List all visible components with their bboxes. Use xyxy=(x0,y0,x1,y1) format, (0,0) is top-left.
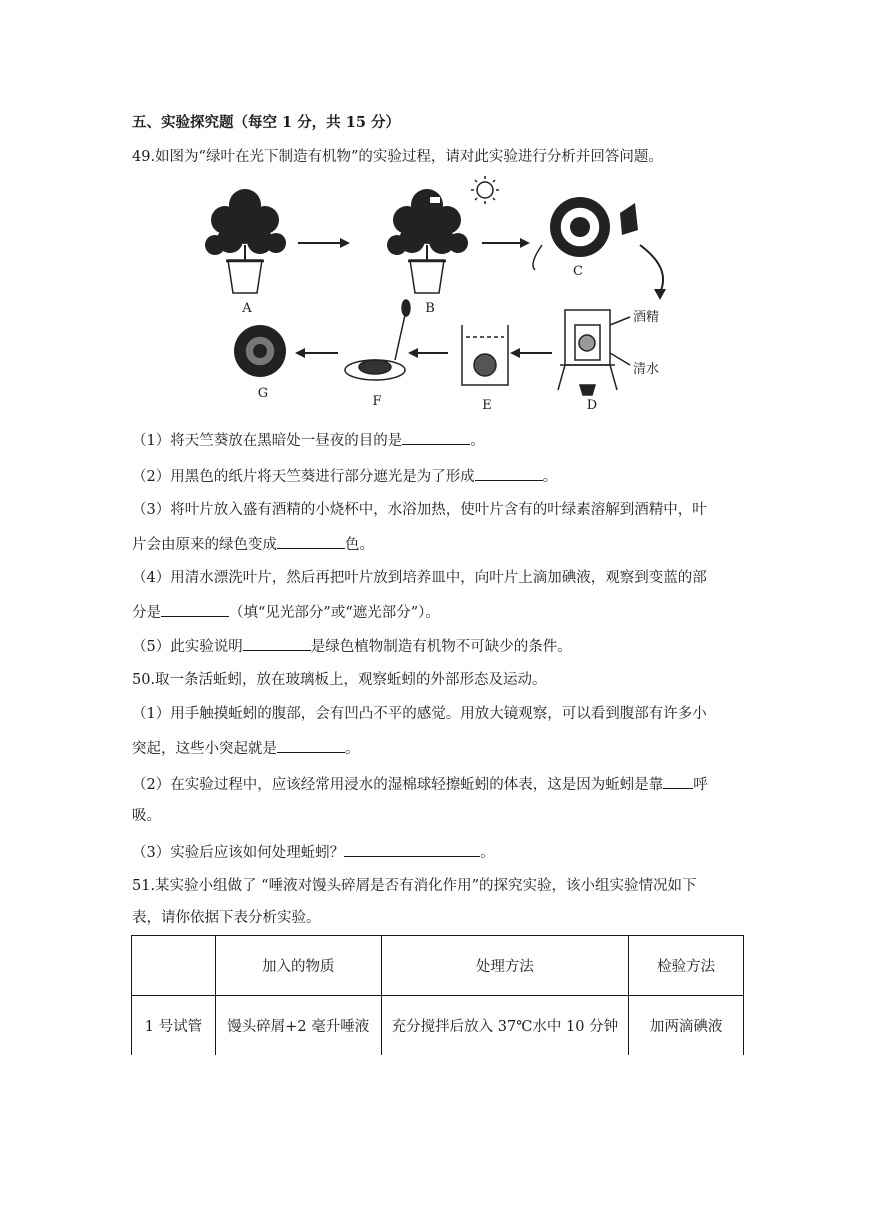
q49-sub3-line1: （3）将叶片放入盛有酒精的小烧杯中，水浴加热，使叶片含有的叶绿素溶解到酒精中，叶 xyxy=(132,502,707,518)
q50-sub1-blank[interactable] xyxy=(277,738,345,753)
q49-sub2-blank[interactable] xyxy=(475,466,543,481)
label-d: D xyxy=(586,398,598,413)
plant-a-illustration xyxy=(205,189,286,293)
arrow-d-e xyxy=(510,348,552,358)
table-header-cell: 加入的物质 xyxy=(215,936,381,996)
q50-stem: 50.取一条活蚯蚓，放在玻璃板上，观察蚯蚓的外部形态及运动。 xyxy=(132,672,547,688)
q50-sub3-blank[interactable] xyxy=(344,842,480,857)
arrow-c-d xyxy=(640,245,666,300)
leaf-g-illustration xyxy=(234,325,286,377)
q50-sub3-end: 。 xyxy=(480,845,495,861)
q51-stem-line1: 51.某实验小组做了 “唾液对馒头碎屑是否有消化作用”的探究实验，该小组实验情况如下 xyxy=(132,878,697,894)
arrow-e-f xyxy=(408,348,448,358)
sun-icon xyxy=(471,176,499,204)
experiment-table xyxy=(131,935,744,1055)
label-a: A xyxy=(242,301,252,316)
q50-sub2-line1 xyxy=(132,774,708,795)
experiment-figure xyxy=(190,175,690,415)
arrow-a-b xyxy=(298,238,350,248)
table-cell: 充分搅拌后放入 37℃水中 10 分钟 xyxy=(381,996,629,1056)
q49-stem: 49.如图为“绿叶在光下制造有机物”的实验过程，请对此实验进行分析并回答问题。 xyxy=(132,149,663,165)
q50-sub2-end: 呼 xyxy=(693,777,708,793)
q49-sub5-text: （5）此实验说明 xyxy=(132,639,243,655)
arrow-b-c xyxy=(482,238,530,248)
q49-sub4-text: 分是 xyxy=(132,605,161,621)
table-cell: 1 号试管 xyxy=(132,996,216,1056)
label-water: 清水 xyxy=(633,362,660,377)
q50-sub1-line2 xyxy=(132,738,360,759)
q50-sub2-blank[interactable] xyxy=(663,774,693,789)
section-title: 五、实验探究题（每空 1 分，共 15 分） xyxy=(132,114,400,131)
q50-sub2-line2: 吸。 xyxy=(132,808,161,824)
q49-sub4-line2 xyxy=(132,602,440,623)
table-cell: 加两滴碘液 xyxy=(629,996,744,1056)
petri-dish-f-illustration xyxy=(345,300,410,380)
arrow-f-g xyxy=(295,348,338,358)
plant-b-illustration xyxy=(387,189,468,293)
label-f: F xyxy=(372,394,382,409)
q49-sub1-end: 。 xyxy=(470,433,485,449)
q50-sub3 xyxy=(132,842,495,863)
q49-sub3-line2 xyxy=(132,534,374,555)
table-header-row xyxy=(132,936,744,996)
q49-sub2 xyxy=(132,466,557,487)
water-bath-d-illustration xyxy=(558,310,630,395)
label-c: C xyxy=(573,264,583,279)
q50-sub3-text: （3）实验后应该如何处理蚯蚓？ xyxy=(132,845,345,861)
q49-sub3-text: 片会由原来的绿色变成 xyxy=(132,537,277,553)
q49-sub3-blank[interactable] xyxy=(277,534,345,549)
q49-sub5-blank[interactable] xyxy=(243,636,311,651)
label-g: G xyxy=(257,386,269,401)
q50-sub2-text: （2）在实验过程中，应该经常用浸水的湿棉球轻擦蚯蚓的体表，这是因为蚯蚓是靠 xyxy=(132,777,664,793)
q49-sub5-end: 是绿色植物制造有机物不可缺少的条件。 xyxy=(310,639,572,655)
beaker-e-illustration xyxy=(462,325,508,385)
q49-sub1-blank[interactable] xyxy=(402,430,470,445)
q49-sub3-end: 色。 xyxy=(345,537,374,553)
q49-sub4-end: （填“见光部分”或“遮光部分”）。 xyxy=(229,605,440,621)
q49-sub1-text: （1）将天竺葵放在黑暗处一昼夜的目的是 xyxy=(132,433,403,449)
q49-sub4-line1: （4）用清水漂洗叶片，然后再把叶片放到培养皿中，向叶片上滴加碘液，观察到变蓝的部 xyxy=(132,570,707,586)
q50-sub1-end: 。 xyxy=(345,741,360,757)
label-b: B xyxy=(425,301,435,316)
table-cell: 馒头碎屑+2 毫升唾液 xyxy=(215,996,381,1056)
q49-sub4-blank[interactable] xyxy=(161,602,229,617)
label-e: E xyxy=(482,398,492,413)
q49-sub5 xyxy=(132,636,572,657)
q50-sub1-text: 突起，这些小突起就是 xyxy=(132,741,277,757)
table-row xyxy=(132,996,744,1056)
table-header-cell: 处理方法 xyxy=(381,936,629,996)
label-alcohol: 酒精 xyxy=(633,310,660,325)
q51-stem-line2: 表，请你依据下表分析实验。 xyxy=(132,910,321,926)
table-header-cell xyxy=(132,936,216,996)
leaf-c-illustration xyxy=(533,197,638,270)
q50-sub1-line1: （1）用手触摸蚯蚓的腹部，会有凹凸不平的感觉。用放大镜观察，可以看到腹部有许多小 xyxy=(132,706,707,722)
q49-sub2-end: 。 xyxy=(542,469,558,485)
q49-sub2-text: （2）用黑色的纸片将天竺葵进行部分遮光是为了形成 xyxy=(132,469,475,485)
q49-sub1 xyxy=(132,430,485,451)
table-header-cell: 检验方法 xyxy=(629,936,744,996)
